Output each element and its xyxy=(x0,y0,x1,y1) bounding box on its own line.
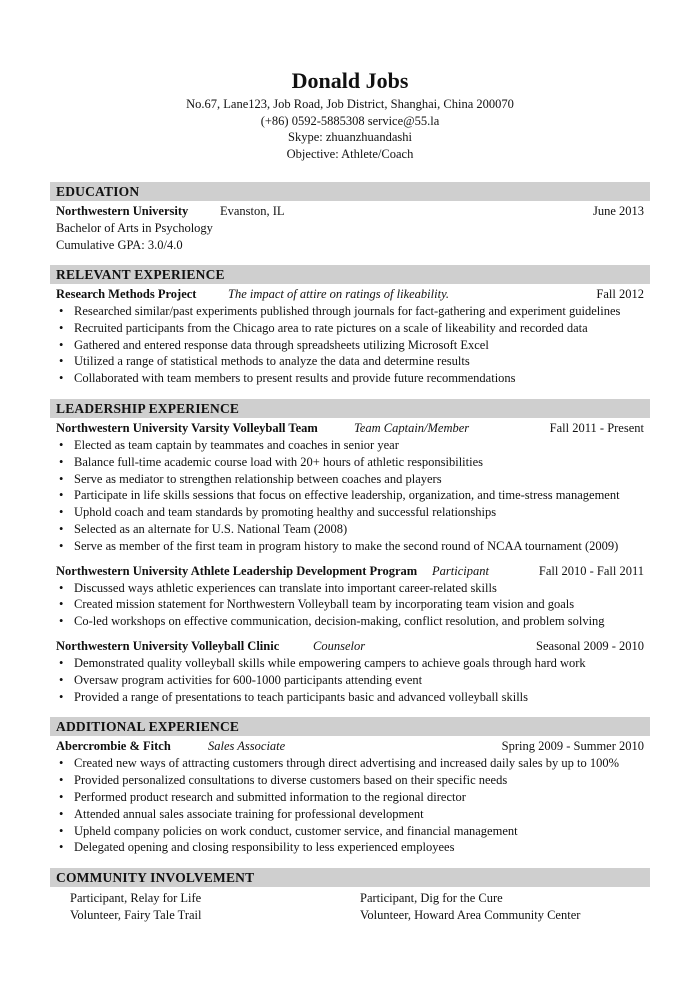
entry-header xyxy=(50,286,650,303)
experience-entry xyxy=(50,286,650,387)
entry-header xyxy=(50,738,650,755)
date-range: Fall 2010 - Fall 2011 xyxy=(538,563,644,578)
date-range: Seasonal 2009 - 2010 xyxy=(536,638,644,653)
role: Sales Associate xyxy=(208,739,286,754)
leadership-experience-section xyxy=(50,399,650,705)
list-item: • Performed product research and submitted information to the regional director xyxy=(59,789,466,804)
community-left-column xyxy=(70,890,360,924)
list-item: • Provided personalized consultations to diverse customers based on their specific needs xyxy=(59,773,508,788)
list-item: • Oversaw program activities for 600-1000 participants attending event xyxy=(59,672,423,687)
education-entry xyxy=(50,203,650,253)
list-item: • Balance full-time academic course load with 20+ hours of athletic responsibilities xyxy=(59,454,484,469)
bullet-list xyxy=(50,655,650,705)
list-item: • Demonstrated quality volleyball skills while empowering campers to achieve goals through hard work xyxy=(59,655,586,670)
date-range: Spring 2009 - Summer 2010 xyxy=(501,739,644,754)
bullet-list xyxy=(50,580,650,630)
list-item: • Elected as team captain by teammates and coaches in senior year xyxy=(59,437,399,452)
organization: Northwestern University Athlete Leadership Development Program xyxy=(56,563,418,578)
role: The impact of attire on ratings of likeability. xyxy=(228,287,450,301)
list-item: • Upheld company policies on work conduct, customer service, and financial management xyxy=(59,823,518,838)
entry-header xyxy=(50,420,650,437)
experience-entry xyxy=(50,420,650,555)
graduation-date: June 2013 xyxy=(592,204,644,218)
degree: Bachelor of Arts in Psychology xyxy=(56,221,213,235)
date-range: Fall 2012 xyxy=(596,287,644,301)
role: Counselor xyxy=(313,638,366,653)
list-item: • Serve as member of the first team in program history to make the second round of NCAA tournament (2009) xyxy=(59,538,619,553)
school-location: Evanston, IL xyxy=(220,204,285,218)
additional-experience-section xyxy=(50,717,650,856)
list-item: • Selected as an alternate for U.S. National Team (2008) xyxy=(59,521,348,536)
bullet-list xyxy=(50,303,650,387)
list-item: Volunteer, Fairy Tale Trail xyxy=(70,908,202,923)
list-item: • Discussed ways athletic experiences can translate into important career-related skills xyxy=(59,580,497,595)
education-section xyxy=(50,182,650,253)
list-item: • Collaborated with team members to present results and provide future recommendations xyxy=(59,371,516,386)
organization: Abercrombie & Fitch xyxy=(56,739,171,754)
section-title: EDUCATION xyxy=(50,182,650,201)
skype-line: Skype: zhuanzhuandashi xyxy=(288,130,412,144)
bullet-list xyxy=(50,755,650,856)
entry-header xyxy=(50,563,650,580)
list-item: • Serve as mediator to strengthen relationship between coaches and players xyxy=(59,471,442,486)
list-item: • Recruited participants from the Chicago area to rate pictures on a scale of likeability and recorded data xyxy=(59,320,588,335)
role: Team Captain/Member xyxy=(354,420,470,435)
objective-line: Objective: Athlete/Coach xyxy=(286,146,414,161)
entry-header xyxy=(50,203,650,220)
contact-line: (+86) 0592-5885308 service@55.la xyxy=(260,113,440,128)
section-title: RELEVANT EXPERIENCE xyxy=(50,265,650,284)
list-item: • Researched similar/past experiments published through journals for fact-gathering and experiment guidelines xyxy=(59,304,621,318)
relevant-experience-section xyxy=(50,265,650,387)
list-item: • Attended annual sales associate training for professional development xyxy=(59,806,424,821)
list-item: • Co-led workshops on effective communication, decision-making, conflict resolution, and problem solving xyxy=(59,614,605,629)
community-columns xyxy=(50,890,650,924)
organization: Northwestern University Volleyball Clinic xyxy=(56,638,280,653)
section-title: COMMUNITY INVOLVEMENT xyxy=(50,868,650,887)
list-item: • Created mission statement for Northwestern Volleyball team by incorporating team vision and goals xyxy=(59,597,575,612)
address-line: No.67, Lane123, Job Road, Job District, Shanghai, China 200070 xyxy=(186,97,514,111)
candidate-name: Donald Jobs xyxy=(291,68,409,93)
section-title: LEADERSHIP EXPERIENCE xyxy=(50,399,650,418)
entry-header xyxy=(50,638,650,655)
section-title: ADDITIONAL EXPERIENCE xyxy=(50,717,650,736)
date-range: Fall 2011 - Present xyxy=(549,420,644,435)
community-right-column xyxy=(360,890,650,924)
list-item: • Created new ways of attracting customers through direct advertising and increased daily sales by up to 100% xyxy=(59,756,619,771)
list-item: • Utilized a range of statistical methods to analyze the data and determine results xyxy=(59,354,470,369)
experience-entry xyxy=(50,738,650,856)
list-item: • Gathered and entered response data through spreadsheets utilizing Microsoft Excel xyxy=(59,337,489,352)
list-item: Participant, Relay for Life xyxy=(70,891,202,906)
list-item: • Uphold coach and team standards by promoting healthy and successful relationships xyxy=(59,505,497,520)
role: Participant xyxy=(432,563,489,578)
school-name: Northwestern University xyxy=(56,204,189,218)
list-item: • Provided a range of presentations to teach participants basic and advanced volleyball skills xyxy=(59,689,529,704)
list-item: • Participate in life skills sessions that focus on effective leadership, organization, and time-stress management xyxy=(59,488,620,503)
list-item: Volunteer, Howard Area Community Center xyxy=(360,908,581,923)
list-item: Participant, Dig for the Cure xyxy=(360,891,503,906)
resume-header xyxy=(50,68,650,162)
organization: Northwestern University Varsity Volleyball Team xyxy=(56,420,318,435)
experience-entry xyxy=(50,638,650,705)
organization: Research Methods Project xyxy=(56,287,197,301)
list-item: • Delegated opening and closing responsibility to less experienced employees xyxy=(59,840,455,855)
bullet-list xyxy=(50,437,650,555)
community-involvement-section xyxy=(50,868,650,924)
experience-entry xyxy=(50,563,650,630)
gpa: Cumulative GPA: 3.0/4.0 xyxy=(56,237,183,252)
